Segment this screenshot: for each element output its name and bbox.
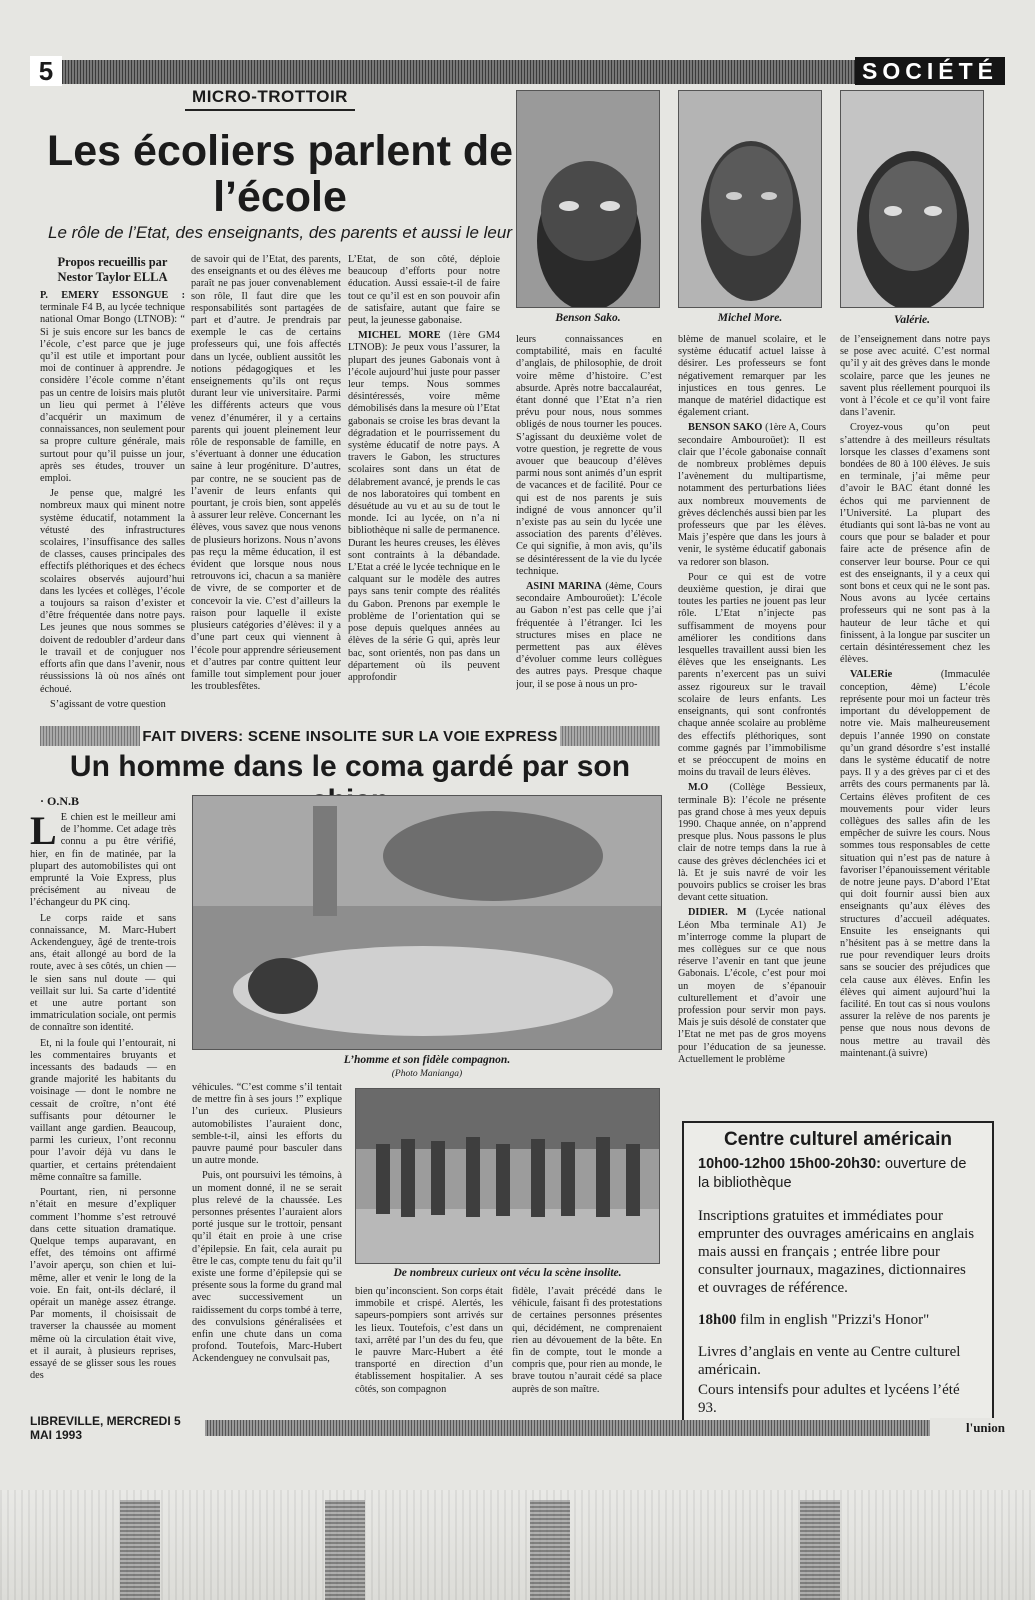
paragraph: Je pense que, malgré les nombreux maux qui minent notre système éducatif, notamment la vétusté des infrastructures scolaires, l’insuffisance des salles de classes, causes principales des effectifs pléthoriques et des échecs scolaires observés aujourd’hui dans les lycées et collèges, l’école a toujours sa raison d’exister et d’être fréquentée dans notre pays. Les jeunes que nous sommes se doivent de redoubler d’ardeur dans le travail et de conjuguer nos efforts afin que dans l’avenir, nous réussissions là où nos aînés ont échoué.: [40, 488, 185, 695]
article-kicker: MICRO-TROTTOIR: [192, 87, 348, 106]
speaker-name: ASINI MARINA: [526, 581, 602, 593]
paragraph: (1ère GM4 LTNOB): Je peux vous l’assurer, la plupart des jeunes Gabonais vont à l’école aujourd’hui juste pour passer leur temps. Nous sommes désintéressés, voire même démobilisés dans la mesure où l’Etat gabonais se croise les bras devant la dégradation et le pourrissement du système éducatif de notre pays. A travers le Gabon, les structures scolaires sont dans un état de délabrement avancé, je prends le cas de nos laboratoires qui tombent en désuétude au vu et au su de tout le monde. Ici au lycée, on n’a ni bibliothèque ni salle de permanence. Durant les heures creuses, les élèves sont contraints à la débandade. L’Etat a créé le lycée technique en le calquant sur le modèle des autres pays sans tenir compte des réalités du Gabon. Prenons par exemple le problème de l’orientation qui se pose depuis quelques années au élèves de la série G qui, après leur bac, sont orientés, non pas dans un département où ils peuvent approfondir: [348, 330, 500, 683]
man-and-dog-image: [193, 796, 662, 1050]
paragraph: E chien est le meilleur ami de l’homme. Cet adage très connu a pu être vérifié, hier, en fin de matinée, par la plupart des automobilistes qui ont emprunté la Voie Express, plus précisément au niveau de l’échangeur du PK cinq.: [30, 812, 176, 909]
fait-divers-headline: Un homme dans le coma gardé par son: [69, 750, 631, 783]
portrait-valerie: [840, 90, 984, 308]
crowd-image: [356, 1089, 660, 1264]
photo-man-and-dog: [192, 795, 662, 1050]
paragraph: de l’enseignement dans notre pays se pose avec acuité. C’est normal qu’il y ait des grèves dans le monde scolaire, parce que les jeunes ne savent plus réellement pourquoi ils vont à l’école et ce qu’il vont faire dans l’avenir.: [840, 334, 990, 419]
paragraph: L’Etat, de son côté, déploie beaucoup d’efforts pour notre éducation. Aussi essaie-t-il de faire tout ce qu’il est en son pouvoir afin de satisfaire, autant que faire se peut, la jeunesse gabonaise.: [348, 254, 500, 327]
photo-caption: L’homme et son fidèle compagnon.: [343, 1054, 511, 1066]
paragraph: S’agissant de votre question: [50, 698, 166, 710]
article-byline: Propos recueillis par Nestor Taylor ELLA: [57, 255, 168, 284]
fait-divers-author: · O.N.B: [40, 794, 80, 808]
portrait-image: [841, 91, 984, 308]
footer-dateline: LIBREVILLE, MERCREDI 5 MAI 1993: [30, 1418, 205, 1438]
speaker-name: P. EMERY ESSONGUE :: [40, 290, 185, 301]
paragraph: véhicules. “C’est comme s’il tentait de mettre fin à ses jours !” explique l’un des curieux. Plusieurs automobilistes l’auraient donc, semble-t-il, ainsi les efforts du pauvre paumé pour basculer dans un autre monde.: [192, 1082, 342, 1167]
speaker-name: DIDIER. M: [688, 907, 747, 919]
photo-caption: Valérie.: [893, 314, 931, 326]
paragraph: (1ère A, Cours secondaire Ambouroüet): Il est clair que l’école gabonaise connaît de nombreux problèmes depuis l’avènement du multipartisme, notamment des perturbations liées aux nombreux mouvements de grèves déclenchés aussi bien par les professeurs que par les élèves. Mais j’espère que dans les jours à venir, le système éducatif gabonais va redorer son blason.: [678, 422, 826, 568]
paragraph: Et, ni la foule qui l’entourait, ni les commentaires bruyants et incessants des badauds — en grande majorité les habitants du voisinage — dont le nombre ne cessait de croître, n’ont été suffisants pour détourner le vaillant ange gardien. Beaucoup, parmi les curieux, l’ont reconnu pour l’avoir déjà vu dans le quartier, et certains prétendaient même connaître sa famille.: [30, 1037, 176, 1183]
scan-smear: [120, 1500, 160, 1600]
ad-film-text: film in english "Prizzi's Honor": [736, 1312, 930, 1328]
article-column-6: [840, 334, 990, 1112]
photo-caption: De nombreux curieux ont vécu la scène insolite.: [393, 1267, 622, 1279]
fait-divers-column-4: [512, 1286, 662, 1416]
speaker-name: MICHEL MORE: [358, 330, 441, 342]
portrait-image: [679, 91, 822, 308]
ad-body-2: Livres d’anglais en vente au Centre culturel américain.: [698, 1344, 961, 1378]
fait-divers-column-3: [355, 1286, 503, 1416]
ad-film-time: 18h00: [698, 1312, 737, 1328]
article-column-5: [678, 334, 826, 1112]
section-title: SOCIÉTÉ: [855, 57, 1005, 85]
ad-body-3: Cours intensifs pour adultes et lycéens l’été 93.: [698, 1382, 960, 1416]
paragraph: blème de manuel scolaire, et le système éducatif actuel laisse à désirer. Les professeurs se font négativement remarquer par les injustices en tous genres. Le manque de matériel didactique est également criant.: [678, 334, 826, 419]
paragraph: (4ème, Cours secondaire Ambouroüet): L’école au Gabon n’est pas celle que j’ai fréquentée à l’étranger. Ici les structures mises en place ne permettent pas aux élèves d’évoluer comme leurs collègues des autres pays. Presque chaque jour, il se pose à nous un pro-: [516, 581, 662, 690]
photo-credit: (Photo Manianga): [391, 1069, 463, 1079]
paragraph: de savoir qui de l’Etat, des parents, des enseignants et ou des élèves me paraît ne pas jouer convenablement son rôle, Il faut dire que les responsabilités sont partagées de part et d’autre. Je prendrais par exemple le cas de certains professeurs qui, une fois affectés dans un lycée, oublient aussitôt les notions pédagogiques et les enseignements qu’ils ont reçus durant leur vie universitaire. Parmi les différents acteurs que vous venez d’énumérer, il y a certains parents qui jouent pleinement leur rôle de responsable de famille, en s’évertuant à donner une éducation saine à leur progéniture. D’autres, par contre, ne se soucient pas de l’avenir de leurs enfants qui pourtant, je crois bien, sont appelés à assurer leur relève. Concernant les élèves, vous savez que nous venons de plusieurs horizons. Nous n’avons pas reçu la même éducation, il est évident que lorsque nous nous retrouvons ici, chacun a sa manière de vivre, de se comporter et de concevoir la vie. C’est d’ailleurs la raison pour laquelle il existe plusieurs catégories d’élèves: il y a d’une part ceux qui viennent à l’école pour apprendre sérieusement et d’autres par contre quittent leur famille tout simplement pour jouer les troublesfêtes.: [191, 254, 341, 693]
article-column-3: [348, 254, 500, 722]
fait-divers-column-2: [192, 1082, 342, 1416]
photo-crowd: [355, 1088, 660, 1264]
paragraph: Croyez-vous qu’on peut s’attendre à des meilleurs résultats lorsque les classes d’examens sont bondées de 80 à 100 élèves. Je suis en terminale, j’ai même peur d’avoir le BAC étant donné les échos qui me parviennent de l’Université. La plupart des étudiants qui sont là-bas ne vont au cours que pour se balader et pour faire acte de présence afin de conserver leur bourse. Pour ce qui est des enseignants, il y a ceux qui sont bons et ceux qui ne le sont pas. Nous avons au lycée certains professeurs qui ne sont pas à la hauteur de leur tâche et qui finissent, à la longue par susciter un certain désintéressement chez les élèves.: [840, 422, 990, 666]
speaker-name: BENSON SAKO: [688, 422, 763, 434]
paragraph: (Lycée national Léon Mba terminale A1) Je m’interroge comme la plupart de mes collègues sur ce que nous réserve l’avenir en tant que jeune Gabonais. L’école, c’est pour moi un moyen de s’épanouir culturellement et d’avoir une profession pour servir mon pays. Mais je suis désolé de constater que l’Etat ne met pas de gros moyens pour l’éducation de sa jeunesse. Actuellement le problème: [678, 907, 826, 1065]
paragraph: Puis, ont poursuivi les témoins, à un moment donné, il ne se serait plus relevé de la chaussée. Les personnes présentes l’auraient alors porté jusque sur le trottoir, pensant qu’il était en proie à une crise d’épilepsie. En fait, cela aurait pu être le cas, compte tenu du fait qu’il existe une forme d’épilepsie qui se présente sous la forme du grand mal avec successivement un raidissement du corps tombé à terre, des convulsions généralisées et enfin une chute dans un coma profond. Toutefois, Marc-Hubert Ackendenguey ne convulsait pas,: [192, 1170, 342, 1365]
scan-smear: [800, 1500, 840, 1600]
fait-divers-column-1: [30, 812, 176, 1416]
paragraph: fidèle, l’avait précédé dans le véhicule, faisant fi des protestations de certaines personnes présentes qui, décidément, ne comprenaient rien au dévouement de la bête. En fin de compte, tout le monde a compris que, pour rien au monde, le brave toutou n’aurait cédé sa place auprès de son maître.: [512, 1286, 662, 1395]
photo-caption: Michel More.: [717, 312, 783, 324]
scan-smear: [325, 1500, 365, 1600]
portrait-image: [517, 91, 660, 308]
ad-title: Centre culturel américain: [723, 1129, 953, 1150]
article-column-4: [516, 334, 662, 722]
portrait-benson-sako: [516, 90, 660, 308]
drop-cap: L: [30, 812, 57, 853]
portrait-michel-more: [678, 90, 822, 308]
centre-culturel-ad: [682, 1121, 994, 1426]
article-column-2: [191, 254, 341, 722]
fait-divers-kicker: FAIT DIVERS: SCENE INSOLITE SUR LA VOIE EXPRESS: [140, 725, 560, 747]
paragraph: (Immaculée conception, 4ème) L’école représente pour moi un facteur très important du développement de notre vie. Mais malheureusement depuis l’année 1990 on constate qu’un grand désordre s’est installé dans le système éducatif de notre pays. Il y a des grèves par ci et des arrêts des cours permanents par là. Certains élèves profitent de ces mouvements pour vider leurs collègues des salles afin de les empêcher de suivre les cours. Nous sommes tous responsables de cette situation qui n’est pas de nature à favoriser l’épanouissement véritable de notre jeune pays. D’abord l’Etat qui doit fournir aussi bien aux enseignants qu’aux élèves des structures d’accueil adéquates. Ensuite les enseignants qui n’hésitent pas à se mettre dans la rue pour revendiquer leurs droits sans se soucier des préjudices que cela cause aux élèves. Enfin les élèves qui aiment aujourd’hui la facilité. En tout cas si nous voulons assurer la relève de nos parents je pense que nous nous devons de nous mettre au travail dès maintenant.(à suivre): [840, 669, 990, 1059]
article-column-1: [40, 290, 185, 722]
speaker-name: VALERie: [850, 669, 893, 681]
article-headline: Les écoliers parlent de l’école: [46, 127, 514, 221]
speaker-name: M.O: [688, 782, 709, 794]
article-subhead: Le rôle de l’Etat, des enseignants, des parents et aussi le leur: [47, 223, 512, 242]
ad-hours-text: ouverture de la bibliothèque: [698, 1156, 967, 1191]
paragraph: (Collège Bessieux, terminale B): l’école ne présente pas grand chose à mes yeux depuis 1990. Chaque année, on n’apprend presque plus. Nous passons le plus clair de notre temps dans la rue à cause des grèves déclenchées ici et là. Et je suis navré de voir les pouvoirs publics se croiser les bras devant cette situation.: [678, 782, 826, 904]
paragraph: leurs connaissances en comptabilité, mais en faculté d’anglais, de philosophie, de droit voire même d’histoire. C’est absurde. Après notre baccalauréat, étant donné que l’Etat n’a rien prévu pour nous, nous sommes obligés de nous tourner les pouces. S’agissant du deuxième volet de votre question, je regrette de vous avouer que beaucoup d’élèves parmi nous sont animés d’un esprit de vacances et de facilité. Pour ce qui est de nos parents je suis indigné de vous annoncer qu’il n’existe pas au sein du lycée une association des parents d’élèves. Ce qui signifie, à mon avis, qu’ils se désintéressent de la vie du lycée technique.: [516, 334, 662, 577]
kicker-rule: [185, 109, 355, 111]
scan-smear: [530, 1500, 570, 1600]
header-band: [62, 60, 862, 84]
ad-body-1: Inscriptions gratuites et immédiates pour emprunter des ouvrages américains en anglais mais aussi en français ; entrée libre pour consulter journaux, magazines, dictionnaires et ouvrages de référence.: [698, 1208, 975, 1296]
footer-paper-name: l'union: [930, 1418, 1005, 1438]
ad-hours-time: 10h00-12h00 15h00-20h30:: [698, 1156, 881, 1172]
paragraph: Le corps raide et sans connaissance, M. Marc-Hubert Ackendenguey, âgé de trente-trois ans, était allongé au bord de la route, avec à ses côtés, un chien — le sien sans nul doute — qui veillait sur lui. Sa carte d’identité et une autre portant son immatriculation sociale, ont permis de connaître son identité.: [30, 912, 176, 1034]
photo-caption: Benson Sako.: [555, 312, 621, 324]
paragraph: bien qu’inconscient. Son corps était immobile et crispé. Alertés, les sapeurs-pompiers sont arrivés sur les lieux. Toutefois, c’est dans un taxi, arrêté par l’un des du feu, que le pauvre Marc-Hubert a été transporté en direction d’un établissement hospitalier. A ses côtés, son compagnon: [355, 1286, 503, 1395]
paragraph: Pour ce qui est de votre deuxième question, je dirai que toutes les parties ne jouent pas leur rôle. L’Etat n’injecte pas suffisamment de moyens pour améliorer les conditions dans lesquelles travaillent aussi bien les élèves que les enseignants. Les parents n’exercent pas un suivi assez rigoureux sur le travail scolaire de leurs enfants. Les enseignants, qui sont confrontés chaque année scolaire au problème des effectifs pléthoriques, sont comme gagnés par l’immobilisme et se préoccupent de moins en moins du travail de leurs élèves.: [678, 571, 826, 779]
paragraph: Pourtant, rien, ni personne n’était en mesure d’expliquer comment l’homme s’est retrouvé dans cette situation dramatique. Quelque temps auparavant, en effet, des témoins ont affirmé l’avoir aperçu, son chien et lui-même, aller et venir le long de la voie. En fait, ont-ils déclaré, il opérait un manège assez étrange. Par moments, il choisissait de traverser la chaussée au moment même où la circulation était vive, et il aurait, à plusieurs reprises, essayé de se glisser sous les roues des: [30, 1187, 176, 1382]
ad-film: [698, 1311, 978, 1329]
ad-hours: [698, 1155, 978, 1193]
paragraph: terminale F4 B, au lycée technique national Omar Bongo (LTNOB): “ Si je suis encore sur les bancs de l’école, c’est parce que je juge qu’il est utile et important pour moi de continuer à apprendre. Je considère l’école comme n’étant pas un centre de loisirs mais plutôt un lieu qui permet à l’élève d’acquérir un maximum de connaissances, non seulement pour sa propre culture générale, mais surtout pour qu’il puisse un jour, après ses études, trouver un emploi.: [40, 302, 185, 485]
page-number: 5: [30, 56, 62, 86]
